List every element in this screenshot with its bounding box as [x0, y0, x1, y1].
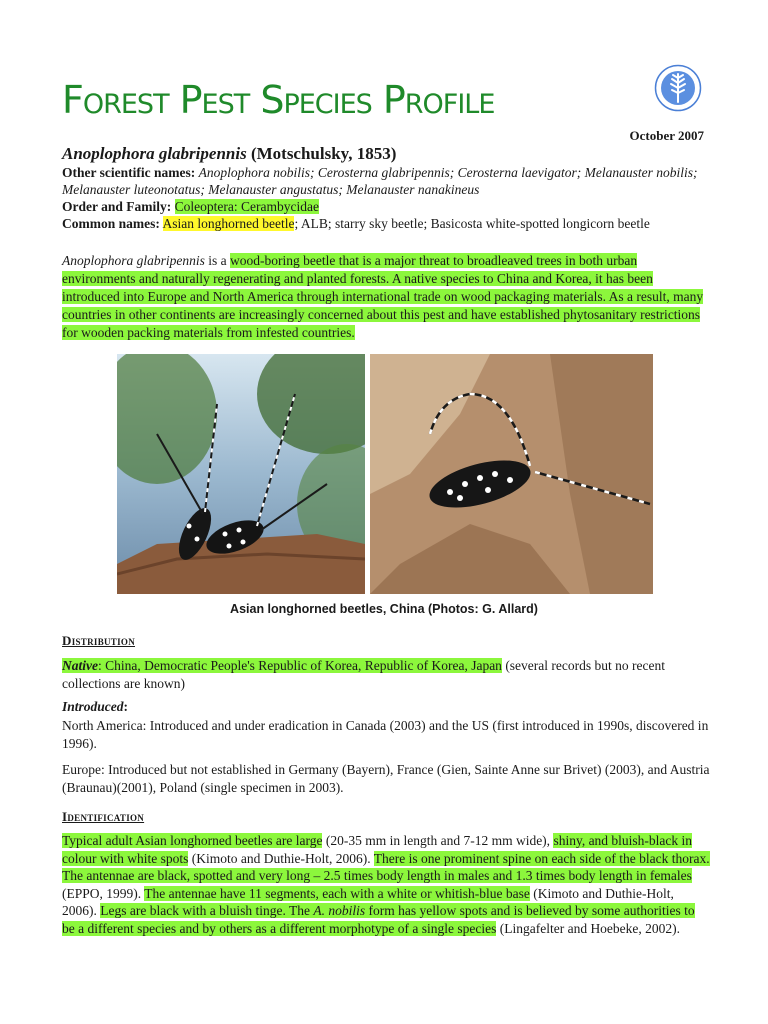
identification-heading: Identification: [62, 809, 145, 824]
introduced-label: Introduced: [62, 699, 124, 714]
europe-paragraph: Europe: Introduced but not established in Germany (Bayern), France (Gien, Sainte Anne sur Brivet) (2003), and Austria (Braunau)(2001), Poland (single specimen in 2003).: [62, 762, 710, 795]
other-names-value: Anoplophora nobilis; Cerosterna glabripennis; Cerosterna laevigator; Melanauster nobilis; Melanauster luteonotatus; Melanauster angustatus; Melanauster nanakineus: [62, 165, 698, 197]
publication-date: October 2007: [629, 128, 704, 143]
common-rest: ; ALB; starry sky beetle; Basicosta white-spotted longicorn beetle: [294, 216, 650, 231]
id-sentence-1: Typical adult Asian longhorned beetles are large: [62, 833, 323, 848]
species-author: (Motschulsky, 1853): [250, 144, 397, 163]
intro-species: Anoplophora glabripennis: [62, 253, 205, 268]
order-label: Order and Family:: [62, 199, 172, 214]
id-sentence-6: (EPPO, 1999).: [62, 885, 145, 901]
common-label: Common names:: [62, 216, 160, 231]
native-note: (several records but no recent collections are known): [62, 658, 665, 691]
intro-lead: is a: [204, 253, 231, 268]
beetle-photo-pair: [117, 354, 365, 594]
species-name: Anoplophora glabripennis: [62, 144, 247, 163]
id-species-italic: A. nobilis: [313, 903, 366, 918]
id-sentence-8: (Kimoto and Duthie-Holt, 2006).: [62, 885, 674, 918]
id-sentence-9: Legs are black with a bluish tinge. The: [100, 903, 314, 918]
id-sentence-2: (20-35 mm in length and 7-12 mm wide),: [322, 833, 554, 848]
photo-caption: Asian longhorned beetles, China (Photos: G. Allard): [230, 602, 538, 616]
id-sentence-12: (Lingafelter and Hoebeke, 2002).: [496, 920, 681, 936]
id-sentence-5: There is one prominent spine on each side of the black thorax. The antennae are black, spotted and very long – 2.5 times body length in males and 1.3 times body length in females: [62, 850, 710, 883]
common-highlight: Asian longhorned beetle: [162, 216, 295, 231]
species-heading: [62, 144, 396, 164]
other-names: [62, 164, 712, 198]
other-names-label: Other scientific names:: [62, 165, 196, 180]
native-list: : China, Democratic People's Republic of Korea, Republic of Korea, Japan: [98, 658, 502, 673]
beetle-photo-single: [370, 354, 653, 594]
native-label: Native: [62, 658, 98, 673]
identification-paragraph: [62, 832, 710, 937]
introduced-label-line: Introduced:: [62, 699, 129, 714]
intro-paragraph: [62, 252, 710, 342]
common-names: [62, 215, 712, 232]
intro-text: wood-boring beetle that is a major threat to broadleaved trees in both urban environments and naturally regenerating and planted forests. A native species to China and Korea, it has been introduced into Europe and North America through international trade on wood packaging materials. As a result, many countries in other continents are increasingly concerned about this pest and have established phytosanitary restrictions for wooden packing materials from infested countries.: [62, 253, 704, 340]
order-family: [62, 198, 712, 215]
id-sentence-11: form has yellow spots and is believed by some authorities to be a different species and by others as a different morphotype of a single species: [62, 903, 695, 936]
species-meta: [62, 164, 712, 232]
fao-logo: [654, 64, 702, 112]
photo-panel: [117, 354, 653, 594]
native-paragraph: [62, 657, 710, 692]
distribution-heading: Distribution: [62, 633, 136, 648]
id-sentence-4: (Kimoto and Duthie-Holt, 2006).: [188, 850, 374, 866]
id-sentence-7: The antennae have 11 segments, each with a white or whitish-blue base: [144, 885, 530, 901]
page-title: Forest Pest Species Profile: [62, 78, 495, 122]
order-value: Coleoptera: Cerambycidae: [174, 199, 319, 214]
id-sentence-3: shiny, and bluish-black in colour with white spots: [62, 833, 693, 866]
north-america-paragraph: North America: Introduced and under eradication in Canada (2003) and the US (first introduced in 1990s, discovered in 1996).: [62, 718, 709, 751]
